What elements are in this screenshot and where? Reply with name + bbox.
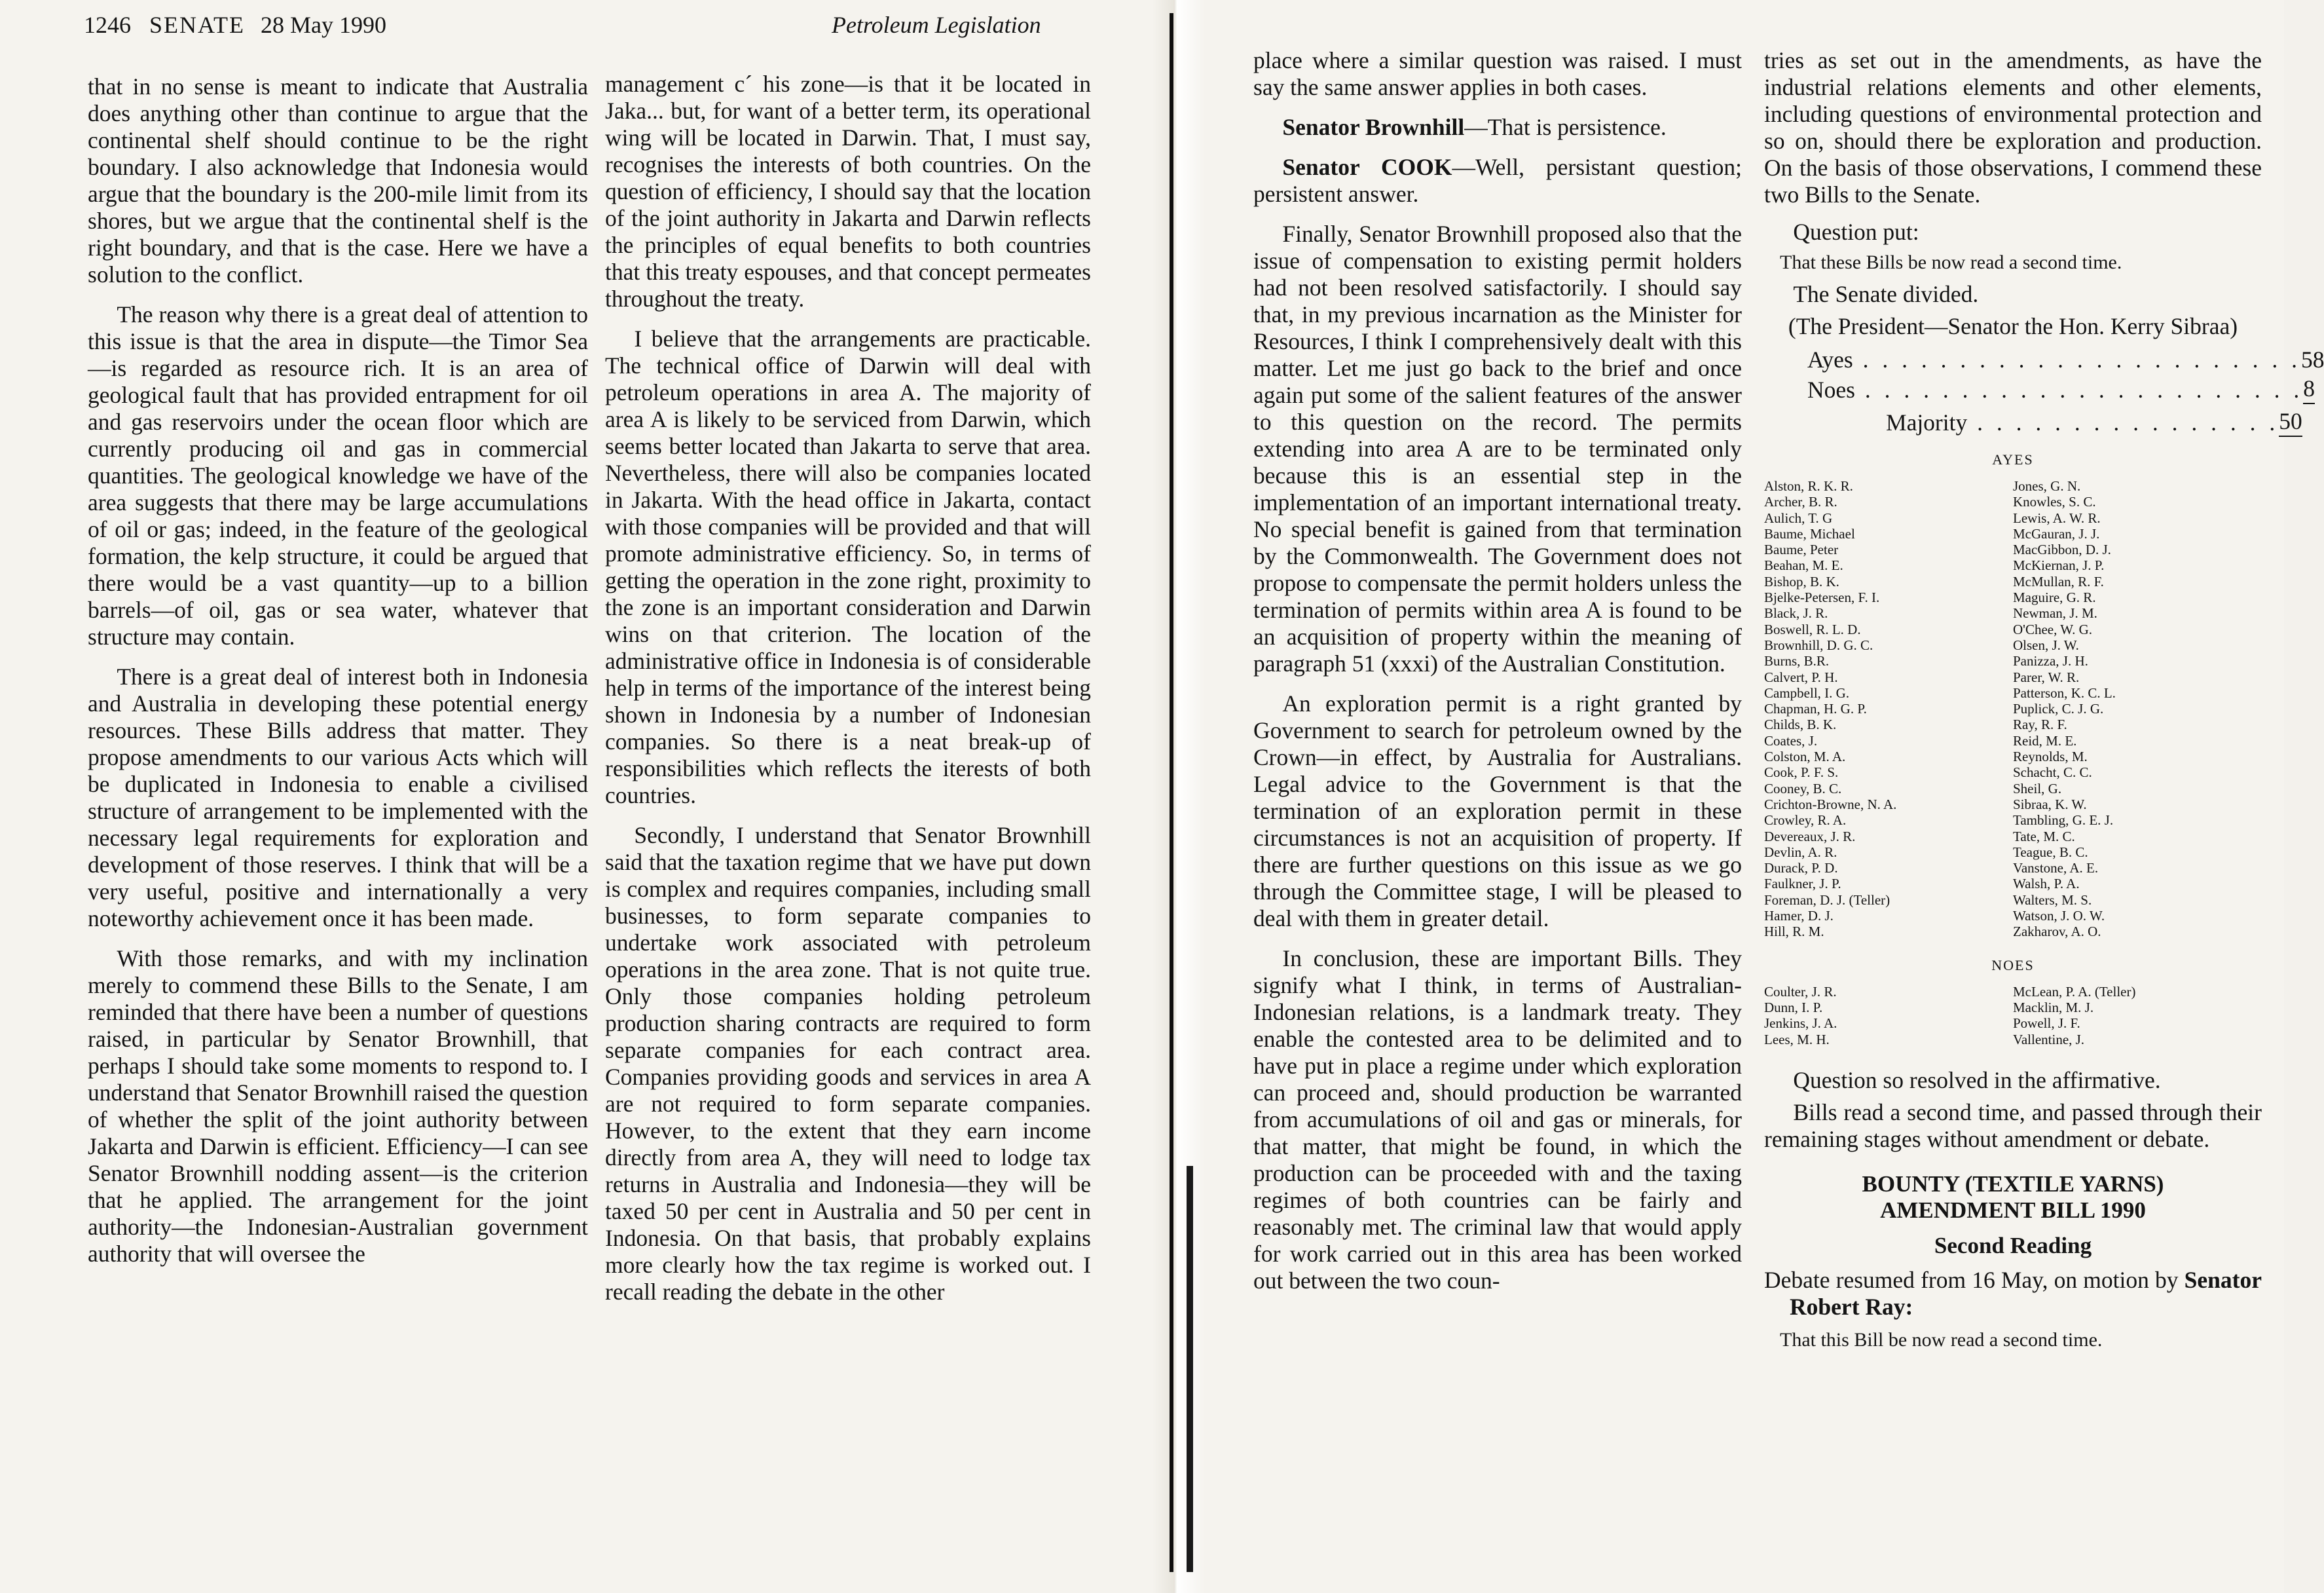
member-name: O'Chee, W. G.	[2013, 621, 2093, 637]
motion-text: That these Bills be now read a second time.	[1780, 252, 2122, 273]
majority-row: Majority . . . . . . . . . . . . . . . . 50	[1886, 408, 2302, 436]
member-name: Vallentine, J.	[2013, 1031, 2085, 1047]
member-name: Black, J. R.	[1764, 605, 1828, 622]
speaker-name: Senator Brownhill	[1282, 114, 1465, 140]
member-name: Brownhill, D. G. C.	[1764, 637, 1873, 653]
member-name: Alston, R. K. R.	[1764, 478, 1853, 494]
division-tally	[1807, 345, 2324, 437]
paragraph: tries as set out in the amendments, as have the industrial relations elements and other elements, including questions of environmental protection and so on, should there be exploration and production. On the basis of those observations, I commend these two Bills to the Senate.	[1764, 47, 2262, 208]
member-name: Cook, P. F. S.	[1764, 764, 1839, 781]
running-header-left	[84, 9, 386, 41]
member-name: Patterson, K. C. L.	[2013, 684, 2116, 701]
question-put: Question put:	[1793, 219, 1919, 245]
member-name: McGauran, J. J.	[2013, 525, 2100, 542]
paragraph: The reason why there is a great deal of attention to this issue is that the area in dispute—the Timor Sea—is regarded as resource rich. It is an area of geological fault that has provided entrapment for oil and gas reservoirs under the ocean floor which are currently producing oil and gas in commercial quantities. The geological knowledge we have of the area suggests that there may be large accumulations of oil or gas; indeed, in the feature of the geological formation, the kelp structure, it could be argued that there would be a vast quantity—up to a billion barrels—of oil, gas or sea water, whatever that structure may contain.	[88, 301, 588, 650]
interjection-text: —Well, persistant question; persistent answer.	[1253, 154, 1742, 207]
ayes-row: Ayes . . . . . . . . . . . . . . . . . . . . . . . 58	[1807, 347, 2324, 373]
paragraph: place where a similar question was raised. I must say the same answer applies in both cases.	[1253, 47, 1742, 100]
member-name: Olsen, J. W.	[2013, 637, 2079, 653]
member-name: McMullan, R. F.	[2013, 573, 2104, 590]
interjection-text: —That is persistence.	[1464, 114, 1667, 140]
member-name: Sheil, G.	[2013, 780, 2062, 796]
member-name: Beahan, M. E.	[1764, 557, 1843, 574]
ayes-label: Ayes	[1807, 347, 1853, 373]
presiding-officer: (The President—Senator the Hon. Kerry Sibraa)	[1788, 313, 2238, 339]
bills-passed: Bills read a second time, and passed through their remaining stages without amendment or debate.	[1764, 1098, 2262, 1152]
member-name: Cooney, B. C.	[1764, 780, 1842, 796]
member-name: Faulkner, J. P.	[1764, 876, 1841, 892]
member-name: Powell, J. F.	[2013, 1015, 2080, 1032]
member-name: Bishop, B. K.	[1764, 573, 1839, 590]
member-name: Crichton-Browne, N. A.	[1764, 796, 1897, 812]
text-column-3	[1253, 47, 1742, 1294]
paragraph: There is a great deal of interest both in Indonesia and Australia in developing these potential energy resources. These Bills address that matter. They propose amendments to our various Acts which will be duplicated in Indonesia to enable a civilised structure of arrangement to be implemented with the necessary legal requirements for exploration and development of those reserves. I think that will be a very useful, positive and internationally a very noteworthy achievement once it has been made.	[88, 664, 588, 931]
noes-heading: NOES	[1991, 956, 2035, 973]
noes-row: Noes . . . . . . . . . . . . . . . . . . . . . . . 8	[1807, 375, 2315, 403]
ayes-list	[1764, 478, 2249, 940]
paragraph: I believe that the arrangements are practicable. The technical office of Darwin will deal with petroleum operations in area A. The majority of area A is likely to be serviced from Darwin, which seems better located than Jakarta to serve that area. Nevertheless, there will also be companies located in Jakarta. With the head office in Jakarta, contact with those companies will be provided and that will promote administrative efficiency. So, in terms of getting the operation in the zone right, proximity to the zone is an important consideration and Darwin wins on that criterion. The location of the administrative office in Indonesia is of considerable help in terms of the importance of the interest being shown in Indonesia by a number of Indonesian companies. So there is a neat break-up of responsibilities which reflects the iterests of both countries.	[605, 326, 1091, 808]
sitting-date: 28 May 1990	[261, 12, 386, 38]
member-name: Tambling, G. E. J.	[2013, 812, 2114, 829]
text-column-4	[1764, 47, 2324, 1353]
member-name: Teague, B. C.	[2013, 844, 2088, 860]
ayes-heading: AYES	[1992, 451, 2034, 468]
member-name: Watson, J. O. W.	[2013, 908, 2105, 924]
debate-resumed	[1764, 1267, 2262, 1321]
member-name: MacGibbon, D. J.	[2013, 542, 2111, 558]
debate-resumed-text: Debate resumed from 16 May, on motion by	[1764, 1266, 2185, 1293]
chamber-name: SENATE	[149, 12, 245, 38]
bill-motion-text: That this Bill be now read a second time.	[1780, 1328, 2103, 1351]
member-name: Coulter, J. R.	[1764, 983, 1837, 1000]
majority-label: Majority	[1886, 409, 1968, 436]
member-name: Reynolds, M.	[2013, 749, 2088, 765]
member-name: Vanstone, A. E.	[2013, 860, 2099, 876]
member-name: Aulich, T. G	[1764, 510, 1833, 526]
senate-divided: The Senate divided.	[1793, 281, 1979, 307]
speaker-name: Senator COOK	[1282, 154, 1452, 180]
member-name: Maguire, G. R.	[2013, 590, 2096, 606]
member-name: Boswell, R. L. D.	[1764, 621, 1861, 637]
bill-title-line-1: BOUNTY (TEXTILE YARNS)	[1862, 1171, 2164, 1197]
member-name: Schacht, C. C.	[2013, 764, 2092, 781]
member-name: Baume, Michael	[1764, 525, 1855, 542]
reading-stage: Second Reading	[1934, 1232, 2092, 1258]
member-name: McKiernan, J. P.	[2013, 557, 2105, 574]
member-name: Hamer, D. J.	[1764, 908, 1834, 924]
interjection	[1253, 154, 1742, 208]
paragraph: In conclusion, these are important Bills. They signify what I think, in terms of Australian-Indonesian relations, is a landmark treaty. They enable the contested area to be delimited and to have put in place a regime under which exploration can proceed and, should production be warranted from accumulations of oil and gas or minerals, for that matter, that might be found, in which the production can be proceeded with and the taxing regimes of both countries can be fairly and reasonably met. The criminal law that would apply for work carried out in this area has been worked out between the two coun-	[1253, 945, 1742, 1294]
noes-count: 8	[2303, 374, 2315, 404]
member-name: Durack, P. D.	[1764, 860, 1838, 876]
member-name: Devlin, A. R.	[1764, 844, 1837, 860]
member-name: Panizza, J. H.	[2013, 653, 2088, 669]
paragraph: Secondly, I understand that Senator Brownhill said that the taxation regime that we have put down is complex and requires companies, including small businesses, to form separate companies to undertake work associated with petroleum operations in the area zone. That is not quite true. Only those companies holding petroleum production sharing contracts are required to form separate companies for each contract area. Companies providing goods and services in area A are not required to form separate companies. However, to the extent that they earn income directly from area A, they will need to lodge tax returns in Australia and Indonesia—they will be taxed 50 per cent in Australia and 50 per cent in Indonesia. On that basis, that probably explains more clearly how the tax regime is worked out. I recall reading the debate in the other	[605, 822, 1091, 1305]
member-name: Archer, B. R.	[1764, 494, 1837, 510]
member-name: Crowley, R. A.	[1764, 812, 1847, 829]
bill-title-line-2: AMENDMENT BILL 1990	[1880, 1197, 2146, 1223]
member-name: Sibraa, K. W.	[2013, 796, 2087, 812]
member-name: Foreman, D. J. (Teller)	[1764, 891, 1891, 908]
paragraph: With those remarks, and with my inclination merely to commend these Bills to the Senate, I am reminded that there have been a number of questions raised, in particular by Senator Brownhill, that perhaps I should take some moments to respond to. I understand that Senator Brownhill raised the question of whether the split of the joint authority between Jakarta and Darwin is efficient. Efficiency—I can see Senator Brownhill nodding assent—is the criterion that he applied. The arrangement for the joint authority—the Indonesian-Australian government authority that will oversee the	[88, 945, 588, 1267]
member-name: Hill, R. M.	[1764, 924, 1824, 940]
majority-count: 50	[2279, 407, 2302, 437]
paragraph: Finally, Senator Brownhill proposed also that the issue of compensation to existing permit holders had not been resolved satisfactorily. I should say that, in my previous incarnation as the Minister for Resources, I think I comprehensively dealt with this matter. Let me just go back to the brief and once again put some of the salient features of the answer to this question on the record. The permits extending into area A are to be terminated only because this is an essential step in the implementation of an important international treaty. No special benefit is gained from that termination by the Commonwealth. The Government does not propose to compensate the permit holders unless the termination of permits within area A is found to be an acquisition of property within the meaning of paragraph 51 (xxxi) of the Australian Constitution.	[1253, 221, 1742, 677]
member-name: Childs, B. K.	[1764, 717, 1837, 733]
member-name: Jenkins, J. A.	[1764, 1015, 1837, 1032]
member-name: Knowles, S. C.	[2013, 494, 2096, 510]
member-name: Campbell, I. G.	[1764, 684, 1850, 701]
paragraph: that in no sense is meant to indicate that Australia does anything other than continue to argue that the continental shelf should continue to be the right boundary. I also acknowledge that Indonesia would argue that the boundary is the 200-mile limit from its shores, but we argue that the continental shelf is the right boundary, and that is the case. Here we have a solution to the conflict.	[88, 73, 588, 288]
member-name: Devereaux, J. R.	[1764, 828, 1856, 844]
member-name: Colston, M. A.	[1764, 749, 1846, 765]
page-number: 1246	[84, 12, 131, 38]
member-name: Burns, B.R.	[1764, 653, 1830, 669]
question-resolved: Question so resolved in the affirmative.	[1793, 1066, 2161, 1093]
member-name: Macklin, M. J.	[2013, 999, 2094, 1015]
member-name: Chapman, H. G. P.	[1764, 701, 1867, 717]
member-name: Zakharov, A. O.	[2013, 924, 2101, 940]
bill-title	[1764, 1171, 2262, 1224]
interjection	[1253, 114, 1742, 141]
member-name: Baume, Peter	[1764, 542, 1839, 558]
member-name: Newman, J. M.	[2013, 605, 2097, 622]
page-gutter	[1153, 0, 1205, 1593]
noes-list	[1764, 984, 2249, 1047]
member-name: Reid, M. E.	[2013, 732, 2077, 749]
ayes-count: 58	[2300, 347, 2324, 373]
member-name: Lewis, A. W. R.	[2013, 510, 2101, 526]
member-name: Walsh, P. A.	[2013, 876, 2080, 892]
member-name: Parer, W. R.	[2013, 669, 2080, 685]
noes-label: Noes	[1807, 377, 1855, 403]
member-name: Coates, J.	[1764, 732, 1818, 749]
member-name: Ray, R. F.	[2013, 717, 2067, 733]
paragraph: management c´ his zone—is that it be located in Jaka... but, for want of a better term, its operational wing will be located in Darwin. That, I must say, recognises the interests of both countries. On the question of efficiency, I should say that the location of the joint authority in Jakarta and Darwin reflects the principles of equal benefits to both countries that this treaty espouses, and that concept permeates throughout the treaty.	[605, 71, 1091, 312]
member-name: Bjelke-Petersen, F. I.	[1764, 590, 1880, 606]
mover-name: Senator Robert Ray:	[1790, 1266, 2262, 1320]
binding-shadow-lower	[1187, 1166, 1193, 1572]
paragraph: An exploration permit is a right granted by Government to search for petroleum owned by the Crown—in effect, by Australia for Australians. Legal advice to the Government is that the termination of an exploration permit in these circumstances is not an acquisition of property. If there are further questions on this issue as we go through the Committee stage, I will be pleased to deal with them in greater detail.	[1253, 690, 1742, 931]
member-name: McLean, P. A. (Teller)	[2013, 983, 2136, 1000]
binding-shadow	[1170, 13, 1173, 1572]
member-name: Jones, G. N.	[2013, 478, 2081, 494]
text-column-2	[605, 71, 1091, 1305]
member-name: Tate, M. C.	[2013, 828, 2075, 844]
member-name: Puplick, C. J. G.	[2013, 701, 2104, 717]
running-header-section: Petroleum Legislation	[832, 12, 1041, 38]
member-name: Calvert, P. H.	[1764, 669, 1838, 685]
text-column-1	[88, 73, 588, 1267]
member-name: Dunn, I. P.	[1764, 999, 1823, 1015]
member-name: Lees, M. H.	[1764, 1031, 1830, 1047]
member-name: Walters, M. S.	[2013, 891, 2092, 908]
